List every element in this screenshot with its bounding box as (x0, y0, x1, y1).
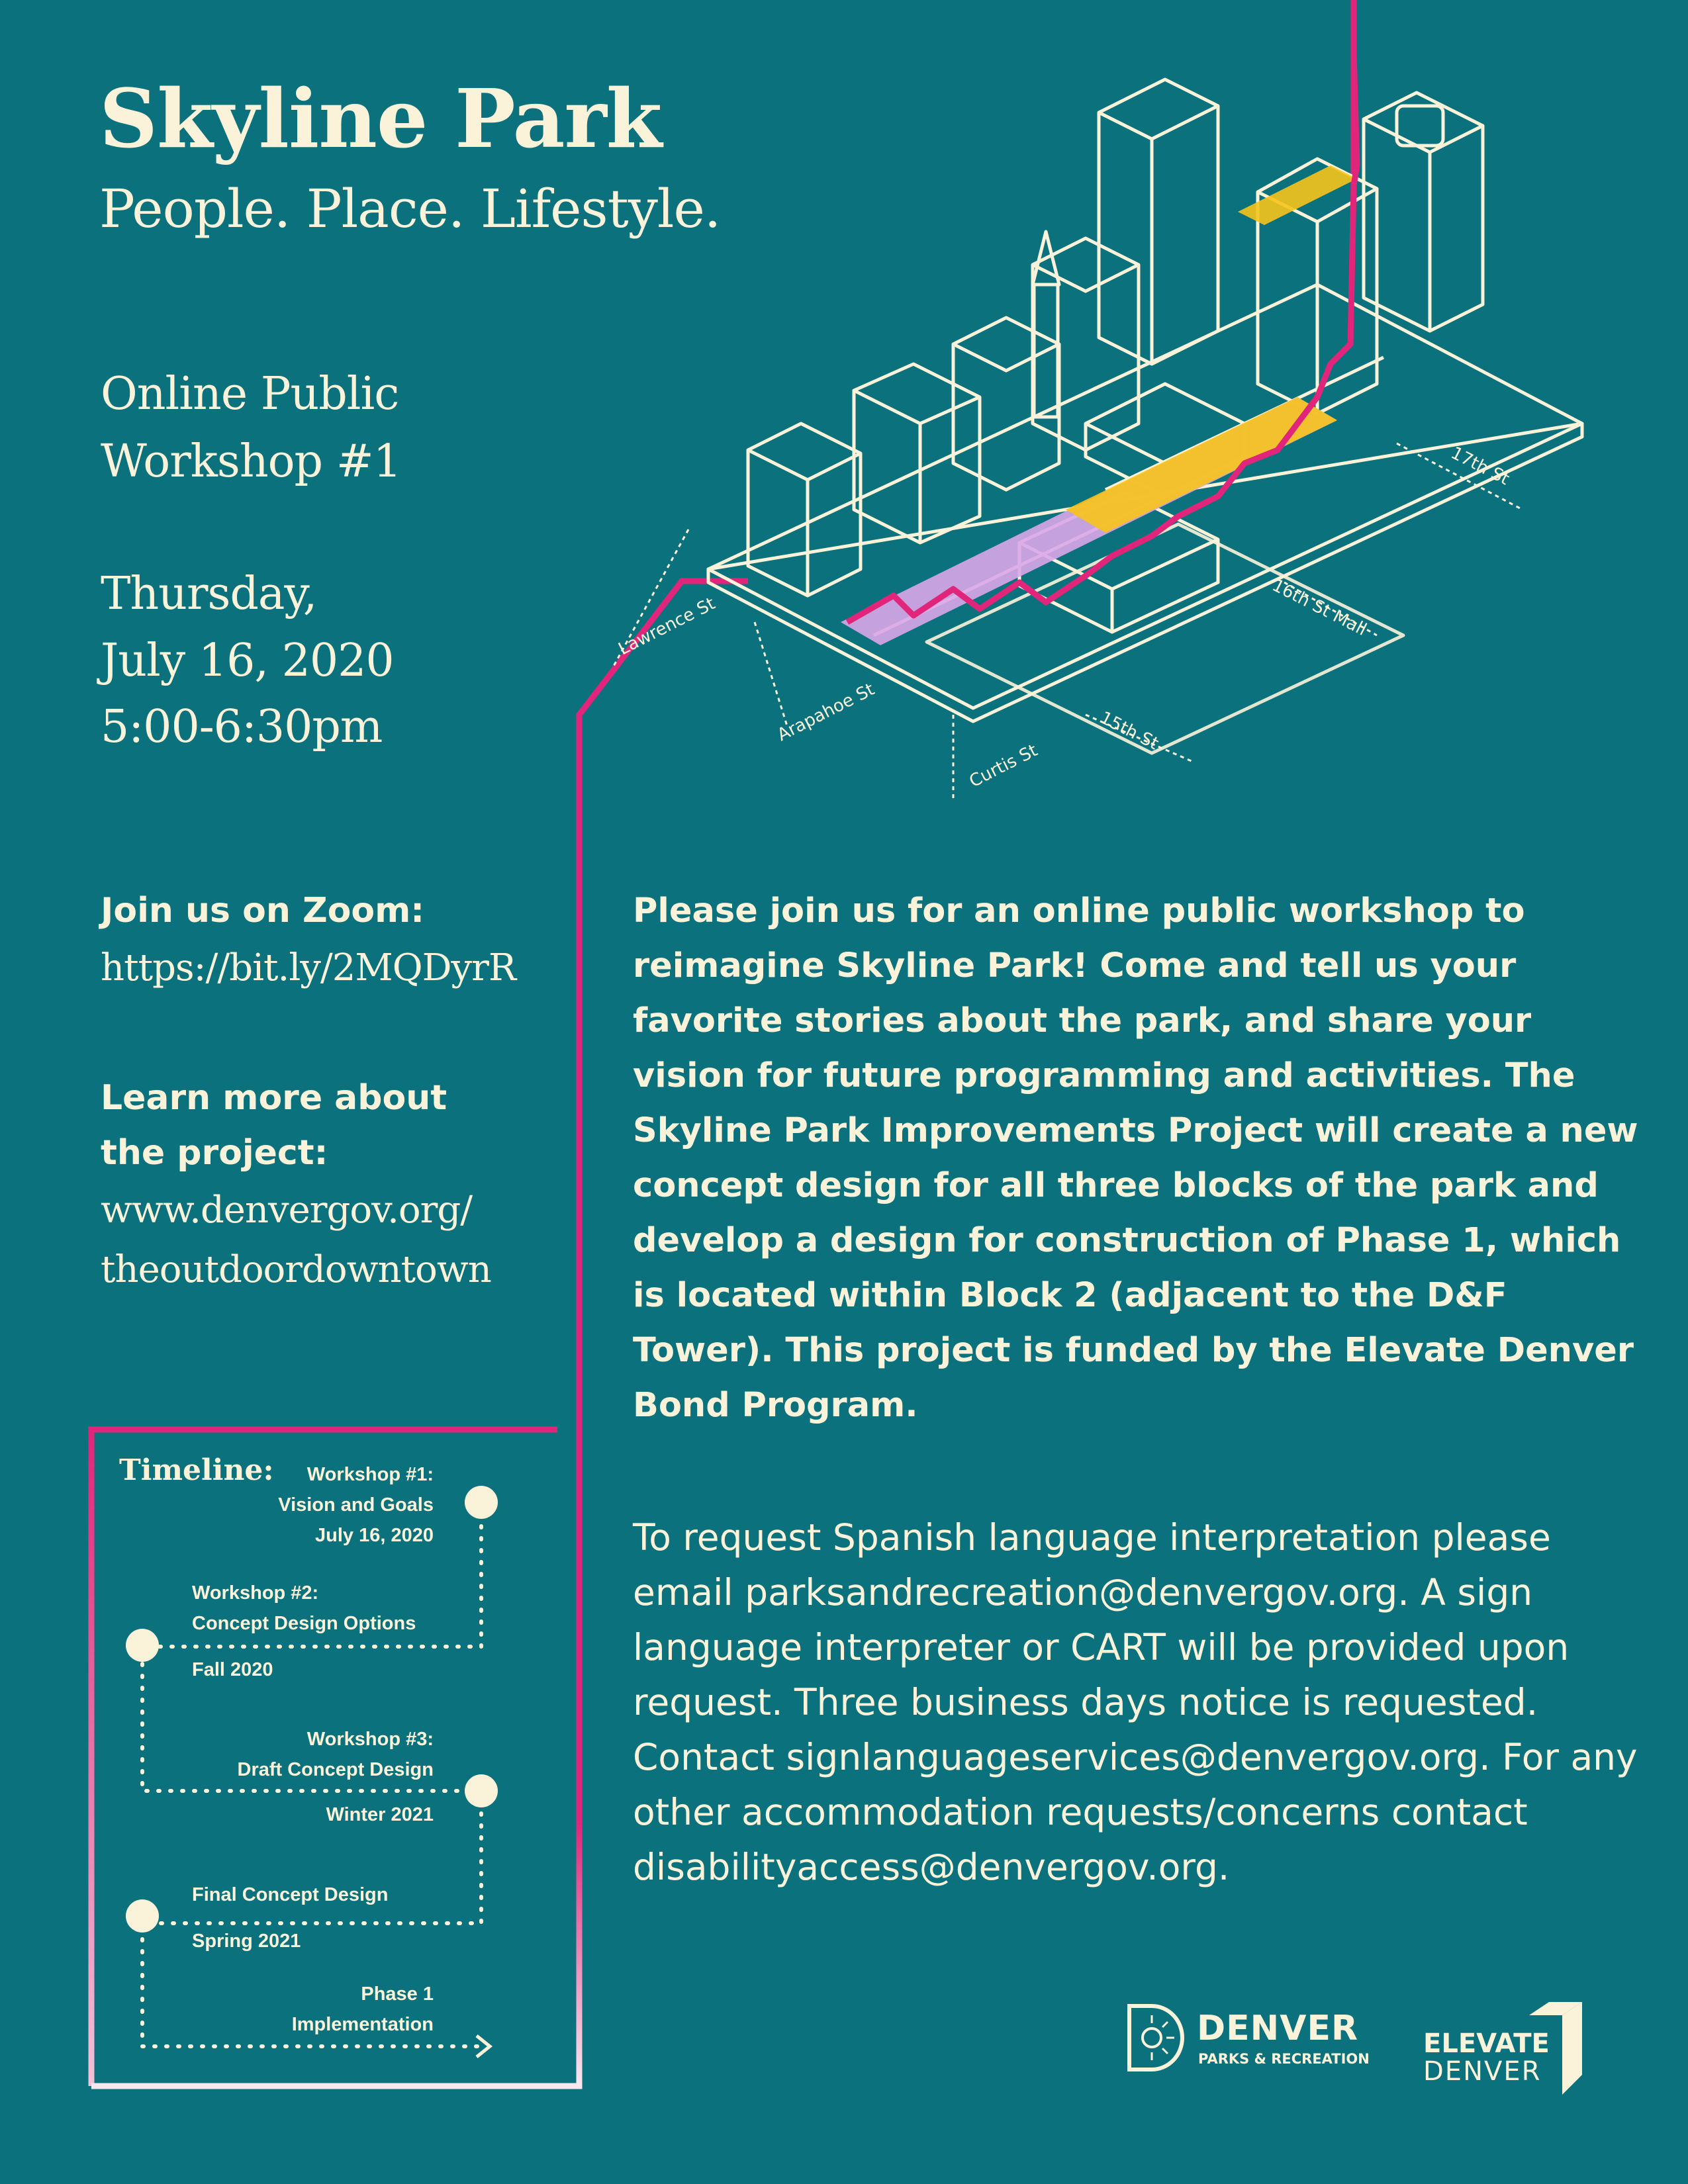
timeline-dot-4 (126, 1899, 159, 1933)
timeline-item-3-title: Workshop #3: (306, 1729, 434, 1750)
street-label-17th: 17th St (1447, 443, 1513, 490)
zoom-link[interactable]: https://bit.ly/2MQDyrR (101, 946, 516, 990)
denver-d-icon (1125, 2003, 1186, 2072)
timeline-item-5-title: Phase 1 (361, 1983, 434, 2005)
timeline-item-1-date: July 16, 2020 (315, 1525, 434, 1546)
elevate-wordmark-line1: ELEVATE (1423, 2028, 1550, 2059)
timeline-item-1 (218, 1459, 434, 1551)
timeline-dot-2 (126, 1629, 159, 1662)
timeline-item-3-date: Winter 2021 (326, 1804, 434, 1825)
denver-wordmark: DENVER (1197, 2009, 1359, 2048)
learn-label-line1: Learn more about (101, 1078, 447, 1118)
timeline-dot-3 (465, 1774, 498, 1807)
event-name-line1: Online Public (101, 368, 399, 420)
timeline-item-4 (192, 1880, 470, 1956)
event-name-line2: Workshop #1 (101, 435, 401, 488)
description-paragraph: Please join us for an online public workshop to reimagine Skyline Park! Come and tell us your favorite stories about the park, and share your vision for future programming and activities. The Skyline Park Improvements Project will create a new concept design for all three blocks of the park and develop a design for construction of Phase 1, which is located within Block 2 (adjacent to the D&F Tower). This project is funded by the Elevate Denver Bond Program. (633, 891, 1638, 1425)
timeline-item-3 (199, 1724, 434, 1830)
timeline-title: Timeline: (119, 1453, 274, 1487)
denver-subtitle: PARKS & RECREATION (1198, 2051, 1370, 2067)
event-day: Thursday, (101, 568, 317, 620)
timeline-item-4-date: Spring 2021 (192, 1931, 301, 1952)
timeline-item-3-subtitle: Draft Concept Design (237, 1759, 434, 1780)
street-label-curtis: Curtis St (966, 741, 1041, 792)
timeline-item-4-title: Final Concept Design (192, 1884, 389, 1905)
timeline-item-1-title: Workshop #1: (306, 1464, 434, 1485)
timeline-item-5-subtitle: Implementation (291, 2014, 434, 2035)
timeline-item-1-subtitle: Vision and Goals (278, 1494, 434, 1516)
project-link-line1[interactable]: www.denvergov.org/ (101, 1189, 473, 1232)
event-time: 5:00-6:30pm (101, 701, 383, 754)
accessibility-paragraph: To request Spanish language interpretation please email parksandrecreation@denvergov.org. A sign language interpreter or CART will be provided upon request. Three business days notice is requested. Contact signlanguageservices@denvergov.org. For any other accommodation requests/concerns contact disabilityaccess@denvergov.org. (633, 1516, 1638, 1888)
project-link-line2[interactable]: theoutdoordowntown (101, 1248, 491, 1291)
elevate-wordmark-line2: DENVER (1423, 2056, 1542, 2087)
denver-parks-logo (1125, 2002, 1390, 2075)
timeline-item-2-title: Workshop #2: (192, 1582, 319, 1604)
street-label-15th: 15th St (1096, 707, 1162, 754)
elevate-denver-logo (1423, 2002, 1589, 2095)
timeline-dot-1 (465, 1486, 498, 1519)
timeline-item-5 (218, 1979, 434, 2040)
event-date: July 16, 2020 (101, 634, 394, 687)
tagline: People. Place. Lifestyle. (99, 178, 721, 240)
street-label-arapahoe: Arapahoe St (774, 679, 878, 746)
timeline-item-2 (192, 1578, 470, 1685)
timeline-item-2-subtitle: Concept Design Options (192, 1613, 416, 1634)
page-title: Skyline Park (99, 71, 662, 166)
street-label-lawrence: Lawrence St (615, 594, 719, 660)
timeline-item-2-date: Fall 2020 (192, 1659, 273, 1680)
zoom-label: Join us on Zoom: (101, 891, 425, 931)
learn-label-line2: the project: (101, 1133, 328, 1173)
street-label-16th-mall: 16th St Mall (1268, 575, 1370, 640)
